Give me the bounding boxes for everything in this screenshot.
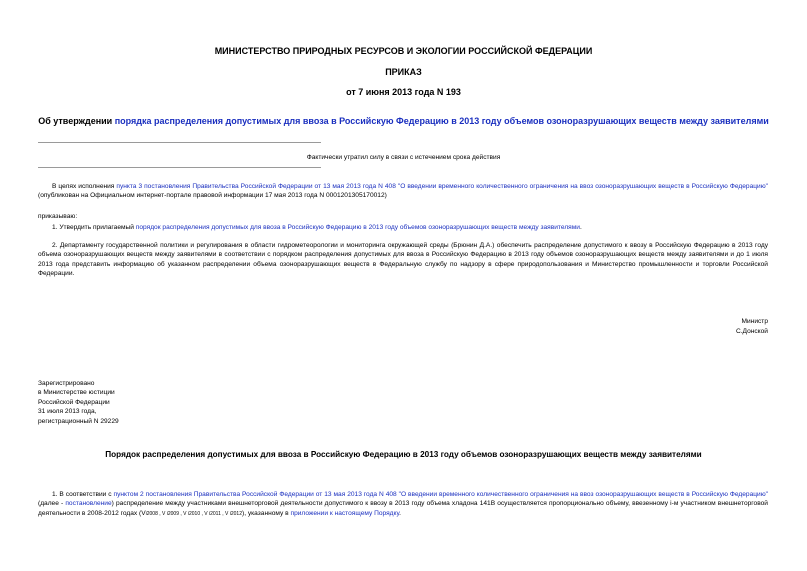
- item-1-link[interactable]: порядок распределения допустимых для ввоза в Российскую Федерацию в 2013 году объемов озоноразрушающих веществ между заявителями: [135, 224, 580, 231]
- signature-position: Министр: [741, 318, 768, 325]
- annex-link-resolution-point[interactable]: пунктом 2 постановления Правительства Российской Федерации от 13 мая 2013 года N 408 "О введении временного количественного ограничения на ввоз озоноразрушающих веществ в Российскую Федерацию": [113, 491, 768, 498]
- annex-text-4: ), указанному в: [242, 509, 291, 517]
- registration-line: Российской Федерации: [38, 398, 110, 406]
- annex-text-3: ) распределение между участниками внешнеторговой деятельности допустимого к ввозу в 2013 году объема хладона 141В осуществляется пропорционально объему, ввезенному i-м участником внешнеторговой деятельности в 2008-2012 годах (V: [38, 500, 768, 517]
- registration-line: регистрационный N 29229: [38, 417, 119, 425]
- registration-block: [38, 379, 238, 426]
- item-1-text-1: 1. Утвердить прилагаемый: [52, 224, 136, 231]
- title-prefix: Об утверждении: [38, 116, 115, 126]
- intro-text-1: В целях исполнения: [52, 183, 117, 190]
- order-word: приказываю:: [38, 213, 78, 220]
- ministry-heading: МИНИСТЕРСТВО ПРИРОДНЫХ РЕСУРСОВ И ЭКОЛОГИИ РОССИЙСКОЙ ФЕДЕРАЦИИ: [214, 46, 593, 56]
- item-1: [52, 223, 768, 232]
- title-link[interactable]: порядка распределения допустимых для ввоза в Российскую Федерацию в 2013 году объемов озоноразрушающих веществ между заявителями: [114, 116, 769, 126]
- annex-formula: i2008 , V i2009 , V i2010 , V i2011 , V i2012: [145, 510, 242, 517]
- intro-link[interactable]: пункта 3 постановления Правительства Российской Федерации от 13 мая 2013 года N 408 "О введении временного количественного ограничения на ввоз озоноразрушающих веществ в Российскую Федерацию": [116, 183, 768, 190]
- annex-link-resolution[interactable]: постановление: [65, 500, 112, 508]
- intro-text-2: (опубликован на Официальном интернет-портале правовой информации 17 мая 2013 года N 0001201305170012): [38, 192, 387, 200]
- annex-text-2: (далее -: [38, 500, 66, 508]
- top-divider: [38, 142, 321, 143]
- item-1-text-2: .: [579, 224, 582, 231]
- item-2: 2. Департаменту государственной политики и регулирования в области гидрометеорологии и мониторинга окружающей среды (Брюнин Д.А.) обеспечить распределение допустимого к ввозу в Российскую Федерацию в 2013 году объема озоноразрушающих веществ между заявителями в соответствии с порядком распределения допустимых для ввоза в Российскую Федерацию в 2013 году объемов озоноразрушающих веществ между заявителями и до 1 июля 2013 года представить информацию об указанном распределении объема озоноразрушающих веществ в Федеральную службу по надзору в сфере природопользования и Министерство промышленности и торговли Российской Федерации.: [38, 242, 768, 278]
- intro-paragraph: [38, 182, 768, 201]
- registration-line: 31 июля 2013 года,: [38, 408, 97, 416]
- annex-item-1: [38, 490, 768, 519]
- annex-title: Порядок распределения допустимых для ввоза в Российскую Федерацию в 2013 году объемов озоноразрушающих веществ между заявителями: [105, 450, 702, 459]
- registration-line: Зарегистрировано: [38, 380, 95, 387]
- bottom-divider: [38, 167, 321, 168]
- document-title: [0, 116, 807, 126]
- registration-line: в Министерстве юстиции: [38, 389, 115, 397]
- document-date-number: от 7 июня 2013 года N 193: [346, 87, 461, 97]
- status-note: Фактически утратил силу в связи с истечением срока действия: [306, 154, 501, 161]
- annex-text-1: 1. В соответствии с: [52, 491, 114, 498]
- document-type: ПРИКАЗ: [385, 67, 422, 77]
- signature-name: С.Донской: [735, 328, 768, 335]
- annex-link-appendix[interactable]: приложении к настоящему Порядку: [290, 509, 400, 517]
- annex-text-5: .: [399, 509, 401, 517]
